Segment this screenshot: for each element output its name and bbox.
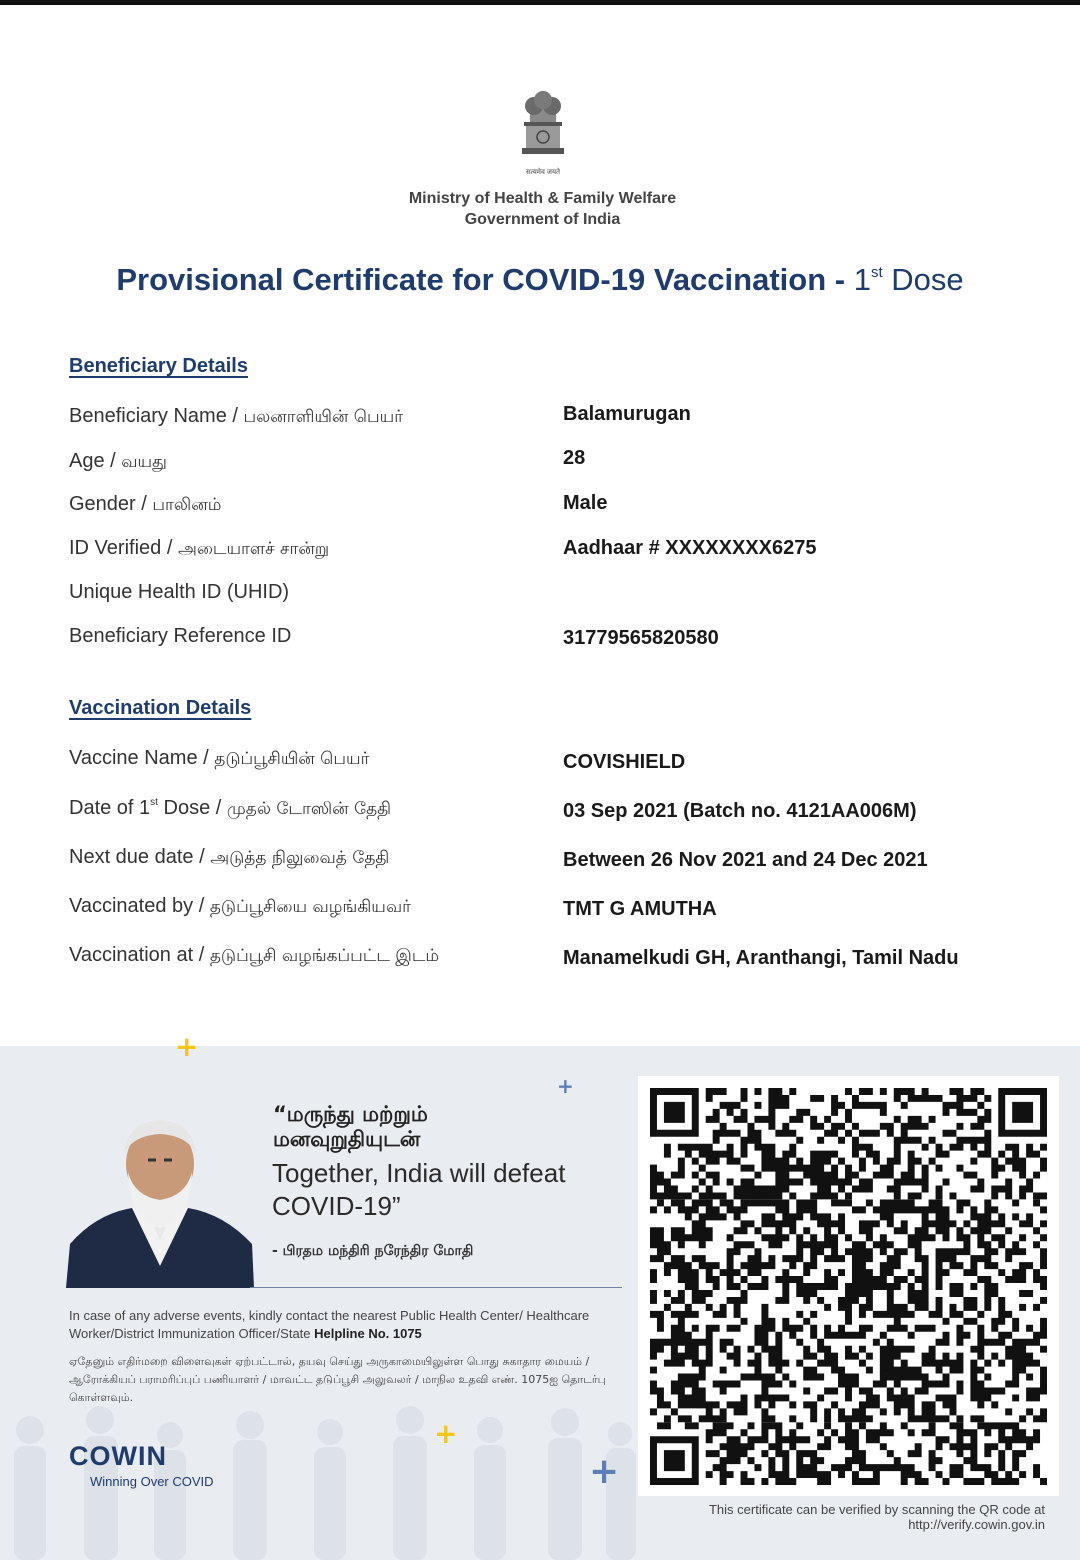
plus-icon: + xyxy=(434,1417,458,1450)
divider xyxy=(250,1287,622,1288)
age-label: Age / வயது xyxy=(69,450,167,472)
title-main: Provisional Certificate for COVID-19 Vaccination - xyxy=(116,262,854,297)
helpline-number: Helpline No. 1075 xyxy=(314,1326,422,1341)
title-dose-word: Dose xyxy=(891,262,964,297)
vaccinated-by-label: Vaccinated by / தடுப்பூசியை வழங்கியவர் xyxy=(69,895,411,917)
gender-value: Male xyxy=(563,492,608,514)
plus-icon: + xyxy=(589,1451,620,1492)
title-dose-number: 1 xyxy=(853,262,871,297)
reference-id-value: 31779565820580 xyxy=(563,627,719,649)
plus-icon: + xyxy=(557,1074,574,1098)
ministry-line-2: Government of India xyxy=(464,211,621,228)
cowin-logo: COWIN xyxy=(69,1441,167,1471)
beneficiary-details-heading: Beneficiary Details xyxy=(69,355,248,377)
beneficiary-name-label: Beneficiary Name / பலனாளியின் பெயர் xyxy=(69,405,404,427)
qr-code-matrix xyxy=(650,1088,1047,1485)
vaccinated-by-value: TMT G AMUTHA xyxy=(563,898,717,920)
certificate-title xyxy=(0,262,1080,298)
vaccine-name-value: COVISHIELD xyxy=(563,751,686,773)
vaccination-at-value: Manamelkudi GH, Aranthangi, Tamil Nadu xyxy=(563,947,959,969)
ministry-name xyxy=(0,188,1080,230)
national-emblem-icon xyxy=(510,82,576,182)
vaccination-at-label: Vaccination at / தடுப்பூசி வழங்கப்பட்ட இடம் xyxy=(69,944,440,966)
verification-note: This certificate can be verified by scanning the QR code at http://verify.cowin.gov.in xyxy=(708,1502,1045,1532)
prime-minister-portrait xyxy=(66,1116,254,1288)
reference-id-label: Beneficiary Reference ID xyxy=(69,625,292,647)
quote-english: Together, India will defeat COVID-19” xyxy=(272,1158,566,1221)
vaccine-name-label: Vaccine Name / தடுப்பூசியின் பெயர் xyxy=(69,747,370,769)
title-dose-suffix: st xyxy=(870,264,883,281)
quote-attribution: - பிரதம மந்திரி நரேந்திர மோதி xyxy=(272,1243,474,1259)
top-border xyxy=(0,0,1080,5)
adverse-events-notice: In case of any adverse events, kindly contact the nearest Public Health Center/ Healthcare Worker/District Immunization Officer/State Helpline No. 1075 xyxy=(69,1308,590,1341)
emblem-motto: सत्यमेव जयते xyxy=(525,169,561,176)
next-due-label: Next due date / அடுத்த நிலுவைத் தேதி xyxy=(69,846,390,868)
id-verified-value: Aadhaar # XXXXXXXX6275 xyxy=(563,537,817,559)
qr-modules xyxy=(650,1088,1047,1485)
adverse-events-notice-tamil: ஏதேனும் எதிர்மறை விளைவுகள் ஏற்பட்டால், தயவு செய்து அருகாமையிலுள்ள பொது சுகாதார மையம் / ஆரோக்கியப் பராமரிப்புப் பணியாளர் / மாவட்ட தடுப்பூசி அலுவலர் / மாநில உதவி எண். 1075ஐ தொடர்பு கொள்ளவும். xyxy=(69,1355,606,1404)
plus-icon: + xyxy=(175,1030,199,1063)
vaccination-details-heading: Vaccination Details xyxy=(69,697,252,719)
verify-url: http://verify.cowin.gov.in xyxy=(908,1517,1045,1532)
age-value: 28 xyxy=(563,447,586,469)
dose-date-label: Date of 1st Dose / முதல் டோஸின் தேதி xyxy=(69,797,392,819)
cowin-tagline: Winning Over COVID xyxy=(90,1474,214,1489)
dose-date-value: 03 Sep 2021 (Batch no. 4121AA006M) xyxy=(563,800,917,822)
uhid-label: Unique Health ID (UHID) xyxy=(69,581,290,603)
ministry-line-1: Ministry of Health & Family Welfare xyxy=(408,190,677,207)
beneficiary-name-value: Balamurugan xyxy=(563,403,691,425)
id-verified-label: ID Verified / அடையாளச் சான்று xyxy=(69,537,330,559)
gender-label: Gender / பாலினம் xyxy=(69,493,222,515)
quote-tamil: “மருந்து மற்றும் மனவுறுதியுடன் xyxy=(273,1102,428,1151)
next-due-value: Between 26 Nov 2021 and 24 Dec 2021 xyxy=(563,849,928,871)
verification-qr-code xyxy=(638,1076,1059,1496)
